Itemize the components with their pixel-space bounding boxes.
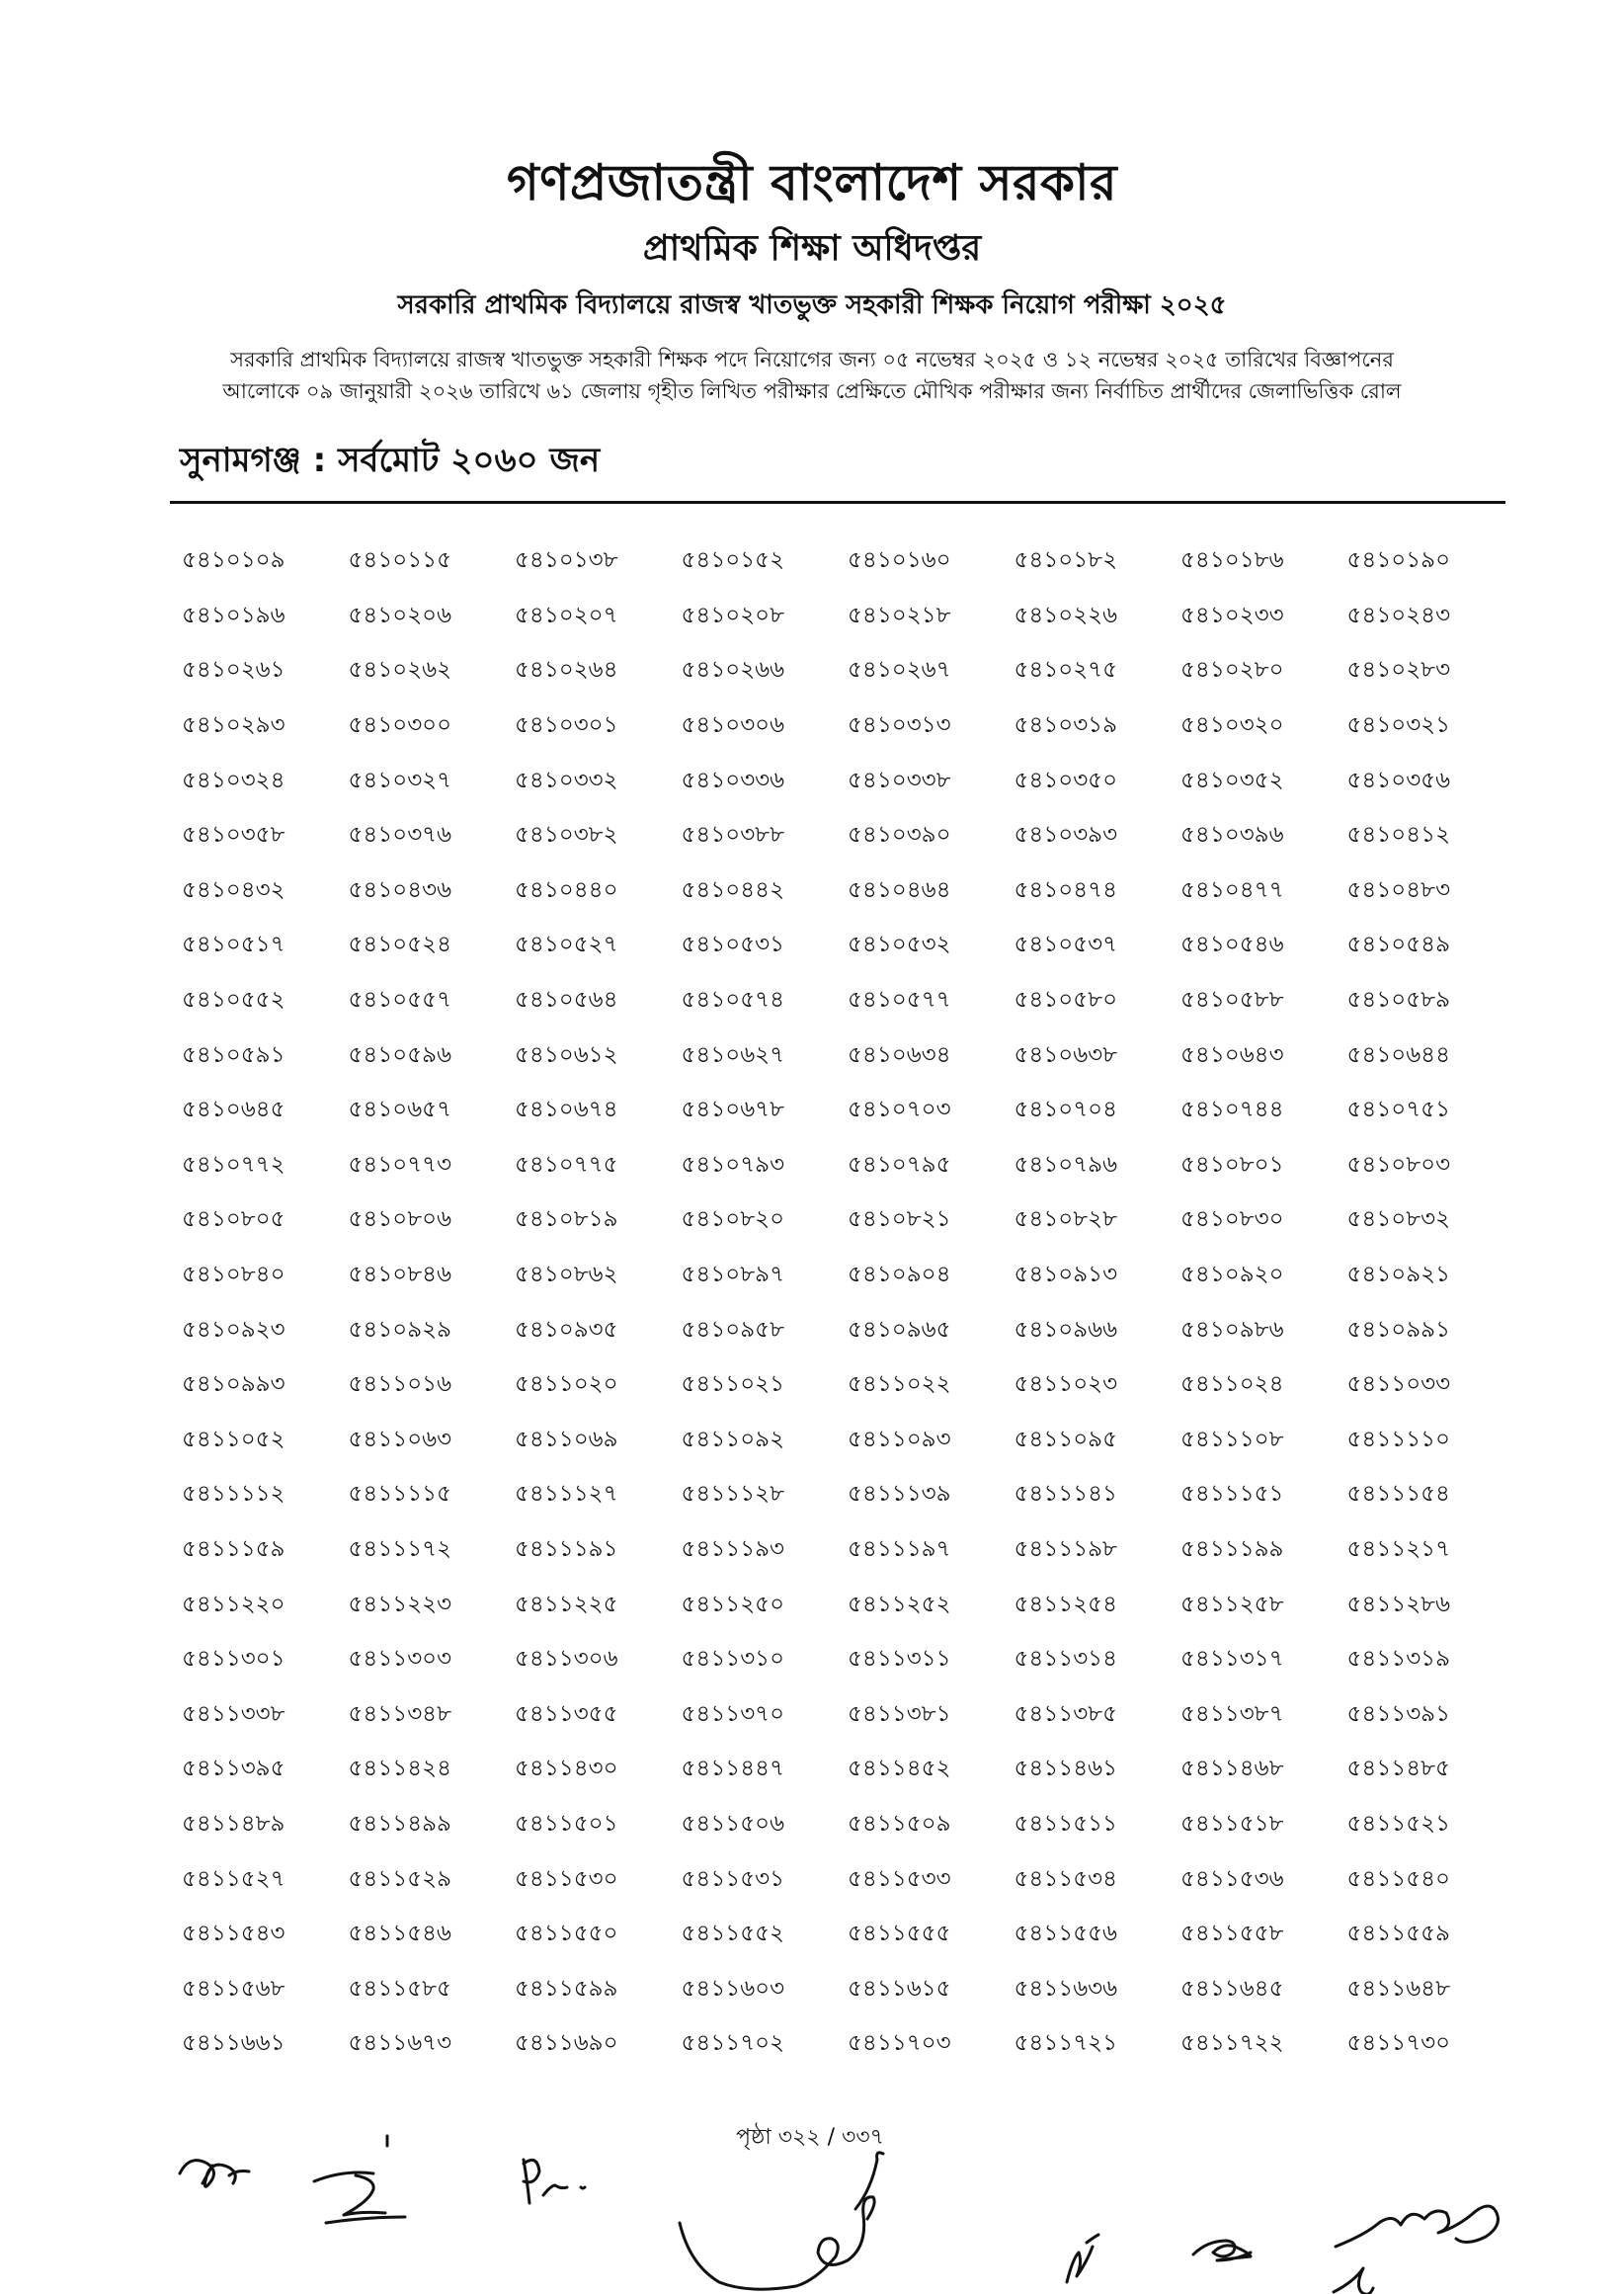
roll-number: ৫৪১১৪৬১ (1014, 1756, 1118, 1782)
roll-number: ৫৪১০৩৩৬ (681, 767, 785, 793)
roll-number: ৫৪১১১৯৮ (1014, 1535, 1117, 1562)
roll-number: ৫৪১০২৬৬ (681, 657, 785, 684)
roll-number: ৫৪১০৪৭৪ (1014, 876, 1118, 903)
roll-number: ৫৪১০৫৬৪ (515, 987, 618, 1014)
roll-number: ৫৪১১৩৪৮ (348, 1700, 452, 1727)
roll-number: ৫৪১০৫৫৭ (348, 987, 452, 1014)
roll-row (182, 753, 1505, 808)
roll-number: ৫৪১১১১০ (1346, 1426, 1451, 1452)
roll-number: ৫৪১১১২৭ (515, 1481, 618, 1508)
roll-row (182, 918, 1505, 973)
roll-number: ৫৪১০৫৩৭ (1014, 932, 1118, 958)
roll-number: ৫৪১১৫৩১ (681, 1865, 785, 1892)
roll-number: ৫৪১০৩৫২ (1180, 767, 1284, 793)
roll-number: ৫৪১১৬৪৮ (1346, 1975, 1451, 2002)
roll-number: ৫৪১০৫৩২ (848, 932, 951, 958)
roll-row (182, 808, 1505, 863)
roll-row (182, 1302, 1505, 1357)
roll-number: ৫৪১০৭৭৫ (515, 1151, 618, 1178)
roll-row (182, 1632, 1505, 1687)
roll-number: ৫৪১১৬০৩ (681, 1975, 785, 2002)
roll-number: ৫৪১০২০৬ (348, 602, 452, 628)
roll-number: ৫৪১০১৬০ (848, 547, 951, 574)
roll-number: ৫৪১১০২২ (848, 1371, 951, 1398)
roll-number: ৫৪১০৩২১ (1346, 712, 1451, 739)
roll-number: ৫৪১১৫০৬ (681, 1810, 785, 1837)
roll-row (182, 698, 1505, 754)
roll-number: ৫৪১১৪৯৯ (348, 1810, 451, 1837)
roll-number: ৫৪১১৪৮৫ (1346, 1756, 1450, 1782)
roll-number: ৫৪১১১১২ (182, 1481, 285, 1508)
roll-number: ৫৪১০৩৫৬ (1346, 767, 1451, 793)
roll-number: ৫৪১০১৮২ (1014, 547, 1118, 574)
roll-number: ৫৪১০৪৪০ (515, 876, 618, 903)
roll-number: ৫৪১০৬৪৪ (1346, 1041, 1451, 1068)
roll-number: ৫৪১১৫১৮ (1180, 1810, 1284, 1837)
signature-4 (680, 2153, 883, 2289)
signature-6 (1193, 2241, 1251, 2260)
roll-number: ৫৪১০৭৯৩ (681, 1151, 785, 1178)
signature-2 (314, 2136, 405, 2223)
roll-number: ৫৪১১৫৫৮ (1180, 1921, 1284, 1947)
roll-number: ৫৪১০৩১৯ (1014, 712, 1118, 739)
roll-number: ৫৪১০৪৬৪ (848, 876, 951, 903)
roll-number: ৫৪১০৬৭৮ (681, 1097, 785, 1123)
roll-number: ৫৪১০৩১৩ (848, 712, 951, 739)
roll-number: ৫৪১১৫৫৯ (1346, 1921, 1450, 1947)
roll-number: ৫৪১০৯৫৮ (681, 1316, 785, 1343)
roll-number: ৫৪১১০৯৫ (1014, 1426, 1118, 1452)
roll-number: ৫৪১১১৯৩ (681, 1535, 785, 1562)
roll-number: ৫৪১১৩৮৭ (1180, 1700, 1284, 1727)
roll-number: ৫৪১১১১৫ (348, 1481, 451, 1508)
roll-row (182, 1851, 1505, 1907)
roll-number: ৫৪১১০২০ (515, 1371, 618, 1398)
roll-number: ৫৪১০২৯৩ (182, 712, 285, 739)
roll-number: ৫৪১১২৫২ (848, 1591, 951, 1617)
signature-5 (1067, 2235, 1098, 2282)
roll-number: ৫৪১০৫৫২ (182, 987, 285, 1014)
roll-number: ৫৪১০৬৩৪ (848, 1041, 951, 1068)
roll-row (182, 1577, 1505, 1632)
roll-number: ৫৪১১১৯১ (515, 1535, 618, 1562)
roll-number: ৫৪১১৩৮১ (848, 1700, 951, 1727)
roll-number: ৫৪১১৫৬৮ (182, 1975, 285, 2002)
roll-number: ৫৪১১১৯৭ (848, 1535, 951, 1562)
roll-number: ৫৪১০২৬২ (348, 657, 452, 684)
roll-number: ৫৪১০৮২০ (681, 1206, 785, 1233)
roll-number: ৫৪১১৫২১ (1346, 1810, 1451, 1837)
roll-number: ৫৪১০৪৩৬ (348, 876, 452, 903)
roll-number: ৫৪১০৫৮৯ (1346, 987, 1451, 1014)
roll-number: ৫৪১১২৫৮ (1180, 1591, 1284, 1617)
roll-number: ৫৪১১৭০৩ (848, 2030, 951, 2057)
roll-number: ৫৪১০৫৪৬ (1180, 932, 1284, 958)
roll-number: ৫৪১১১০৮ (1180, 1426, 1284, 1452)
roll-number: ৫৪১১০৯২ (681, 1426, 785, 1452)
roll-row (182, 1192, 1505, 1248)
roll-number: ৫৪১০৩৩৮ (848, 767, 951, 793)
roll-number: ৫৪১১০২৪ (1180, 1371, 1284, 1398)
roll-number: ৫৪১১৩০১ (182, 1646, 285, 1673)
roll-number: ৫৪১০১০৯ (182, 547, 285, 574)
roll-row (182, 863, 1505, 919)
roll-number: ৫৪১০১৫২ (681, 547, 785, 574)
roll-number: ৫৪১১৫৩৪ (1014, 1865, 1118, 1892)
roll-number: ৫৪১০৮৯৭ (681, 1262, 785, 1288)
roll-number: ৫৪১১৫৫৫ (848, 1921, 951, 1947)
roll-number: ৫৪১০৩২৪ (182, 767, 285, 793)
roll-number: ৫৪১০৩৯৩ (1014, 822, 1118, 849)
department-title: প্রাথমিক শিক্ষা অধিদপ্তর (642, 228, 982, 269)
roll-row (182, 1467, 1505, 1522)
roll-row (182, 1522, 1505, 1578)
roll-row (182, 1027, 1505, 1083)
roll-number: ৫৪১০৬৫৭ (348, 1097, 452, 1123)
roll-number: ৫৪১০৯১৩ (1014, 1262, 1118, 1288)
roll-number: ৫৪১০৩৯৬ (1180, 822, 1284, 849)
roll-number: ৫৪১০৭৯৬ (1014, 1151, 1118, 1178)
roll-number: ৫৪১১৪৪৭ (681, 1756, 785, 1782)
roll-number: ৫৪১০৭৪৪ (1180, 1097, 1284, 1123)
roll-number: ৫৪১১৩০৩ (348, 1646, 452, 1673)
roll-number: ৫৪১০৬২৭ (681, 1041, 785, 1068)
roll-number: ৫৪১০৭৭২ (182, 1151, 285, 1178)
roll-number: ৫৪১০২৬৭ (848, 657, 951, 684)
roll-number: ৫৪১১৩১৪ (1014, 1646, 1118, 1673)
roll-number: ৫৪১১৫৪৩ (182, 1921, 285, 1947)
roll-number: ৫৪১১৫৫০ (515, 1921, 618, 1947)
signatures (0, 2085, 1624, 2294)
roll-number: ৫৪১০২৪৩ (1346, 602, 1451, 628)
roll-number: ৫৪১১৫৩৬ (1180, 1865, 1284, 1892)
roll-number: ৫৪১০৩৮৮ (681, 822, 785, 849)
exam-title: সরকারি প্রাথমিক বিদ্যালয়ে রাজস্ব খাতভুক্ত সহকারী শিক্ষক নিয়োগ পরীক্ষা ২০২৫ (397, 290, 1227, 320)
roll-number: ৫৪১১১৫১ (1180, 1481, 1284, 1508)
roll-number: ৫৪১১৩১০ (681, 1646, 785, 1673)
roll-number: ৫৪১১৫০৯ (848, 1810, 951, 1837)
roll-number-grid (182, 533, 1505, 2072)
roll-number: ৫৪১০৮৬২ (515, 1262, 618, 1288)
roll-number: ৫৪১১৫০১ (515, 1810, 618, 1837)
district-heading: সুনামগঞ্জ : সর্বমোট ২০৬০ জন (180, 441, 601, 480)
roll-number: ৫৪১১৬৩৬ (1014, 1975, 1118, 2002)
roll-row (182, 1797, 1505, 1852)
roll-number: ৫৪১০৭০৩ (848, 1097, 951, 1123)
roll-number: ৫৪১০১১৫ (348, 547, 452, 574)
roll-number: ৫৪১১৬৭৩ (348, 2030, 452, 2057)
roll-number: ৫৪১০৮১৯ (515, 1206, 618, 1233)
roll-row (182, 1083, 1505, 1138)
page-number: পৃষ্ঠা ৩২২ / ৩৩৭ (736, 2125, 884, 2150)
roll-number: ৫৪১০৫৯১ (182, 1041, 285, 1068)
roll-number: ৫৪১০৪৪২ (681, 876, 785, 903)
roll-number: ৫৪১০৮৩০ (1180, 1206, 1284, 1233)
roll-number: ৫৪১১৫৪০ (1346, 1865, 1451, 1892)
notice-text (138, 344, 1486, 407)
roll-number: ৫৪১১৬৬১ (182, 2030, 285, 2057)
roll-number: ৫৪১১০২১ (681, 1371, 785, 1398)
roll-number: ৫৪১০১৮৬ (1180, 547, 1284, 574)
roll-number: ৫৪১১০৬৩ (348, 1426, 452, 1452)
roll-row (182, 1907, 1505, 1962)
roll-number: ৫৪১১৭২২ (1180, 2030, 1284, 2057)
roll-number: ৫৪১০৫৭৭ (848, 987, 951, 1014)
roll-number: ৫৪১০৯২৯ (348, 1316, 452, 1343)
roll-number: ৫৪১১৩১৯ (1346, 1646, 1451, 1673)
roll-number: ৫৪১১৩৩৮ (182, 1700, 285, 1727)
roll-number: ৫৪১১১৫৯ (182, 1535, 285, 1562)
roll-number: ৫৪১০৪৮৩ (1346, 876, 1451, 903)
roll-row (182, 1961, 1505, 2016)
roll-number: ৫৪১০৮২১ (848, 1206, 951, 1233)
roll-number: ৫৪১১৫৪৬ (348, 1921, 452, 1947)
roll-number: ৫৪১০৩০০ (348, 712, 452, 739)
roll-number: ৫৪১০২৬৪ (515, 657, 618, 684)
roll-number: ৫৪১১৪৮৯ (182, 1810, 285, 1837)
roll-number: ৫৪১০৬৭৪ (515, 1097, 618, 1123)
roll-number: ৫৪১০৮০৬ (348, 1206, 452, 1233)
roll-number: ৫৪১১৭০২ (681, 2030, 785, 2057)
roll-number: ৫৪১১২২৩ (348, 1591, 452, 1617)
roll-number: ৫৪১০৯০৪ (848, 1262, 951, 1288)
roll-number: ৫৪১১৬৯০ (515, 2030, 618, 2057)
roll-number: ৫৪১০৬৩৮ (1014, 1041, 1118, 1068)
roll-number: ৫৪১১০১৬ (348, 1371, 452, 1398)
roll-number: ৫৪১১৬৪৫ (1180, 1975, 1284, 2002)
roll-row (182, 1138, 1505, 1193)
roll-row (182, 1686, 1505, 1742)
roll-number: ৫৪১১৪৩০ (515, 1756, 618, 1782)
roll-number: ৫৪১০৭৭৩ (348, 1151, 452, 1178)
roll-number: ৫৪১০৩৭৬ (348, 822, 452, 849)
roll-number: ৫৪১০৬১২ (515, 1041, 618, 1068)
roll-number: ৫৪১০৭৯৫ (848, 1151, 951, 1178)
roll-number: ৫৪১০৩৮২ (515, 822, 618, 849)
roll-row (182, 973, 1505, 1028)
roll-number: ৫৪১০৯২৩ (182, 1316, 285, 1343)
signature-3 (524, 2160, 585, 2203)
roll-number: ৫৪১১২২৫ (515, 1591, 618, 1617)
roll-number: ৫৪১১৩১১ (848, 1646, 951, 1673)
roll-number: ৫৪১১৩০৬ (515, 1646, 618, 1673)
roll-number: ৫৪১১২৫০ (681, 1591, 785, 1617)
roll-number: ৫৪১০৩৯০ (848, 822, 951, 849)
roll-number: ৫৪১১২৮৬ (1346, 1591, 1451, 1617)
roll-row (182, 589, 1505, 644)
roll-number: ৫৪১০২৭৫ (1014, 657, 1118, 684)
roll-number: ৫৪১১৩৭০ (681, 1700, 785, 1727)
roll-number: ৫৪১০৫৪৯ (1346, 932, 1451, 958)
roll-number: ৫৪১০৫৮০ (1014, 987, 1118, 1014)
roll-row (182, 2016, 1505, 2072)
roll-number: ৫৪১০১৯০ (1346, 547, 1451, 574)
roll-number: ৫৪১১৫২৯ (348, 1865, 452, 1892)
roll-number: ৫৪১০৩৫০ (1014, 767, 1118, 793)
roll-number: ৫৪১১০৫২ (182, 1426, 285, 1452)
roll-number: ৫৪১০৫৮৮ (1180, 987, 1284, 1014)
roll-number: ৫৪১০৯২০ (1180, 1262, 1284, 1288)
roll-number: ৫৪১০৫১৭ (182, 932, 285, 958)
roll-row (182, 643, 1505, 698)
roll-number: ৫৪১১৩৫৫ (515, 1700, 618, 1727)
roll-row (182, 1742, 1505, 1797)
roll-number: ৫৪১০৯৬৫ (848, 1316, 951, 1343)
roll-number: ৫৪১০২১৮ (848, 602, 951, 628)
roll-number: ৫৪১১৩৯১ (1346, 1700, 1451, 1727)
roll-number: ৫৪১০৫২৭ (515, 932, 618, 958)
roll-row (182, 533, 1505, 589)
roll-number: ৫৪১০৭৫১ (1346, 1097, 1451, 1123)
roll-number: ৫৪১১৬১৫ (848, 1975, 951, 2002)
roll-number: ৫৪১০৮০৫ (182, 1206, 285, 1233)
roll-number: ৫৪১০৩২৭ (348, 767, 452, 793)
roll-number: ৫৪১০৮৩২ (1346, 1206, 1451, 1233)
roll-number: ৫৪১১৪৬৮ (1180, 1756, 1284, 1782)
roll-number: ৫৪১০৯২১ (1346, 1262, 1451, 1288)
roll-number: ৫৪১০৫২৪ (348, 932, 452, 958)
roll-number: ৫৪১১১২৮ (681, 1481, 785, 1508)
roll-number: ৫৪১০৯৮৬ (1180, 1316, 1284, 1343)
roll-number: ৫৪১০৯৯৩ (182, 1371, 285, 1398)
notice-line-2: আলোকে ০৯ জানুয়ারী ২০২৬ তারিখে ৬১ জেলায় গৃহীত লিখিত পরীক্ষার প্রেক্ষিতে মৌখিক পরীক্ষার জন্য নির্বাচিত প্রার্থীদের জেলাভিত্তিক রোল (222, 379, 1402, 403)
roll-number: ৫৪১১৪৫২ (848, 1756, 951, 1782)
roll-number: ৫৪১১০৬৯ (515, 1426, 618, 1452)
roll-number: ৫৪১১১৫৪ (1346, 1481, 1450, 1508)
roll-number: ৫৪১০৭০৪ (1014, 1097, 1118, 1123)
roll-number: ৫৪১০৯৩৫ (515, 1316, 618, 1343)
roll-number: ৫৪১০৬৪৫ (182, 1097, 285, 1123)
roll-number: ৫৪১০২৮৩ (1346, 657, 1451, 684)
roll-number: ৫৪১০৫৭৪ (681, 987, 785, 1014)
roll-number: ৫৪১১৫৯৯ (515, 1975, 618, 2002)
roll-number: ৫৪১১৫৮৫ (348, 1975, 451, 2002)
roll-row (182, 1357, 1505, 1413)
roll-number: ৫৪১০২২৬ (1014, 602, 1118, 628)
roll-number: ৫৪১১৫৩০ (515, 1865, 618, 1892)
roll-number: ৫৪১০৪৭৭ (1180, 876, 1284, 903)
roll-number: ৫৪১০৩০১ (515, 712, 618, 739)
roll-number: ৫৪১০৬৪৩ (1180, 1041, 1284, 1068)
roll-number: ৫৪১১৩৯৫ (182, 1756, 285, 1782)
roll-number: ৫৪১০৮৪০ (182, 1262, 285, 1288)
roll-row (182, 1248, 1505, 1303)
roll-number: ৫৪১০৮২৮ (1014, 1206, 1118, 1233)
roll-number: ৫৪১১১৯৯ (1180, 1535, 1284, 1562)
roll-number: ৫৪১১৩১৭ (1180, 1646, 1284, 1673)
signature-7 (1334, 2206, 1498, 2294)
roll-number: ৫৪১০২০৮ (681, 602, 785, 628)
roll-number: ৫৪১০৮০৩ (1346, 1151, 1451, 1178)
roll-number: ৫৪১০২৮০ (1180, 657, 1284, 684)
roll-number: ৫৪১১৫১১ (1014, 1810, 1117, 1837)
roll-number: ৫৪১০১৯৬ (182, 602, 285, 628)
roll-number: ৫৪১১২২০ (182, 1591, 285, 1617)
roll-number: ৫৪১০৫৯৬ (348, 1041, 452, 1068)
roll-number: ৫৪১০৯৯১ (1346, 1316, 1451, 1343)
roll-number: ৫৪১১১৩৯ (848, 1481, 951, 1508)
roll-number: ৫৪১০২০৭ (515, 602, 618, 628)
government-title: গণপ্রজাতন্ত্রী বাংলাদেশ সরকার (507, 154, 1117, 211)
roll-number: ৫৪১১৩৮৫ (1014, 1700, 1118, 1727)
roll-number: ৫৪১০১৩৮ (515, 547, 618, 574)
roll-number: ৫৪১১৭৩০ (1346, 2030, 1451, 2057)
roll-number: ৫৪১০২৬১ (182, 657, 285, 684)
roll-number: ৫৪১০৪৩২ (182, 876, 285, 903)
roll-number: ৫৪১০৫৩১ (681, 932, 785, 958)
roll-number: ৫৪১০৪১২ (1346, 822, 1451, 849)
roll-number: ৫৪১০৩০৬ (681, 712, 785, 739)
roll-number: ৫৪১১০৯৩ (848, 1426, 951, 1452)
roll-number: ৫৪১১০৩৩ (1346, 1371, 1451, 1398)
roll-number: ৫৪১১১৭২ (348, 1535, 452, 1562)
roll-row (182, 1413, 1505, 1468)
roll-number: ৫৪১১৫৫৬ (1014, 1921, 1118, 1947)
roll-number: ৫৪১১২১৭ (1346, 1535, 1451, 1562)
roll-number: ৫৪১১৪২৪ (348, 1756, 452, 1782)
roll-number: ৫৪১০৩২০ (1180, 712, 1284, 739)
signature-1 (180, 2161, 249, 2187)
roll-number: ৫৪১০৮০১ (1180, 1151, 1284, 1178)
heading-divider (170, 501, 1505, 504)
roll-number: ৫৪১১২৫৪ (1014, 1591, 1118, 1617)
roll-number: ৫৪১০২৩৩ (1180, 602, 1284, 628)
roll-number: ৫৪১০৩৩২ (515, 767, 618, 793)
roll-number: ৫৪১১১৪১ (1014, 1481, 1117, 1508)
roll-number: ৫৪১১০২৩ (1014, 1371, 1118, 1398)
roll-number: ৫৪১০৩৫৮ (182, 822, 285, 849)
roll-number: ৫৪১০৮৪৬ (348, 1262, 452, 1288)
roll-number: ৫৪১০৯৬৬ (1014, 1316, 1118, 1343)
roll-number: ৫৪১১৫২৭ (182, 1865, 285, 1892)
roll-number: ৫৪১১৫৩৩ (848, 1865, 951, 1892)
roll-number: ৫৪১১৫৫২ (681, 1921, 785, 1947)
notice-line-1: সরকারি প্রাথমিক বিদ্যালয়ে রাজস্ব খাতভুক্ত সহকারী শিক্ষক পদে নিয়োগের জন্য ০৫ নভেম্বর ২০২৫ ও ১২ নভেম্বর ২০২৫ তারিখের বিজ্ঞাপনের (230, 348, 1394, 371)
roll-number: ৫৪১১৭২১ (1014, 2030, 1118, 2057)
